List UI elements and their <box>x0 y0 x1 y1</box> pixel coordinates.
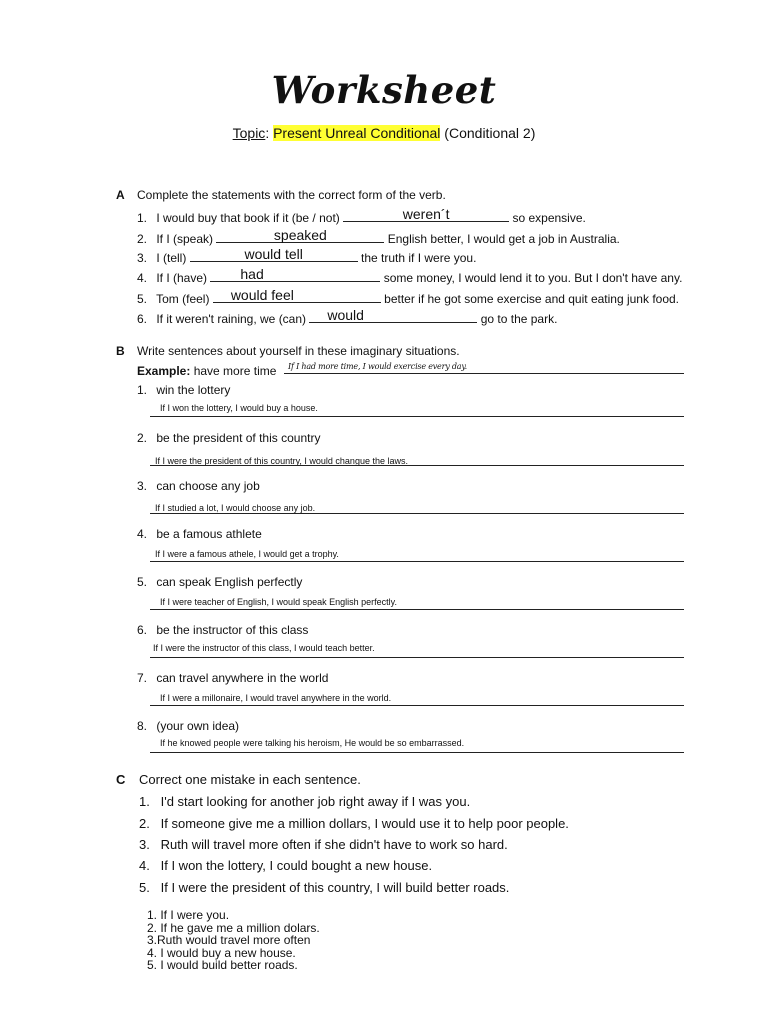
correction-answer-3: 3.Ruth would travel more often <box>147 933 311 947</box>
topic-label: Topic <box>232 125 266 141</box>
example-answer: If I had more time, I would exercise every day. <box>288 362 467 371</box>
answer-blank[interactable] <box>216 229 384 243</box>
example-label: Example: <box>137 364 191 378</box>
item-text-before: If I (have) <box>156 271 208 285</box>
answer-line <box>150 657 684 658</box>
section-b-letter: B <box>116 344 125 358</box>
section-b-answer-3[interactable]: If I studied a lot, I would choose any job. <box>155 503 316 513</box>
example-row <box>137 364 276 378</box>
answer-line <box>150 705 684 706</box>
answer-blank[interactable] <box>309 309 477 323</box>
section-b-answer-5[interactable]: If I were teacher of English, I would speak English perfectly. <box>160 597 397 607</box>
section-b-item-8 <box>137 719 239 733</box>
item-number: 5. <box>137 292 148 306</box>
example-prompt: have more time <box>193 364 277 378</box>
section-b-answer-7[interactable]: If I were a millonaire, I would travel anywhere in the world. <box>160 693 392 703</box>
correction-answer-2: 2. If he gave me a million dolars. <box>147 920 320 935</box>
item-number: 1. <box>137 211 148 225</box>
answer-blank[interactable] <box>343 208 509 222</box>
correction-answer-1: 1. If I were you. <box>147 908 230 922</box>
item-text-before: I (tell) <box>156 251 187 265</box>
item-number: 5. <box>139 880 150 895</box>
item-number: 1. <box>139 794 150 809</box>
answer-line <box>150 609 684 610</box>
section-b-item-4 <box>137 527 262 541</box>
item-prompt: can travel anywhere in the world <box>156 671 329 685</box>
answer-line <box>150 416 684 417</box>
section-b-item-6 <box>137 623 308 637</box>
topic-rest: (Conditional 2) <box>440 125 536 141</box>
answer-text: would <box>327 307 364 323</box>
answer-line <box>150 513 684 514</box>
section-c-item-5 <box>139 880 509 895</box>
section-b-instruction: Write sentences about yourself in these imaginary situations. <box>137 344 460 358</box>
item-text-before: If I (speak) <box>156 232 214 246</box>
item-number: 2. <box>137 232 148 246</box>
item-text-before: Tom (feel) <box>156 292 210 306</box>
answer-text: had <box>240 266 264 282</box>
section-c-item-4 <box>139 858 432 873</box>
item-text: Ruth will travel more often if she didn't have to work so hard. <box>160 837 508 852</box>
item-number: 4. <box>137 271 148 285</box>
section-a-item-2 <box>137 229 620 246</box>
worksheet-title: Worksheet <box>271 68 497 112</box>
answer-text: weren´t <box>402 206 450 222</box>
item-text-after: English better, I would get a job in Australia. <box>387 232 620 246</box>
item-prompt: can choose any job <box>156 479 260 493</box>
item-number: 3. <box>137 251 148 265</box>
item-text-after: better if he got some exercise and quit eating junk food. <box>384 292 680 306</box>
item-text: I'd start looking for another job right away if I was you. <box>160 794 471 809</box>
section-a-item-5 <box>137 289 679 306</box>
item-text-after: the truth if I were you. <box>361 251 477 265</box>
section-c-item-2 <box>139 816 569 831</box>
answer-line <box>150 752 684 753</box>
item-text: If I were the president of this country, I will build better roads. <box>160 880 510 895</box>
item-number: 4. <box>139 858 150 873</box>
item-number: 3. <box>139 837 150 852</box>
item-number: 3. <box>137 479 148 493</box>
section-b-answer-2[interactable]: If I were the president of this country, I would changue the laws. <box>155 456 408 466</box>
item-text-before: If it weren't raining, we (can) <box>156 312 307 326</box>
answer-text: would tell <box>244 246 303 262</box>
answer-line <box>150 561 684 562</box>
section-a-item-3 <box>137 248 476 265</box>
item-number: 2. <box>137 431 148 445</box>
section-c-letter: C <box>116 772 126 787</box>
item-prompt: (your own idea) <box>156 719 240 733</box>
topic-colon: : <box>265 125 274 141</box>
section-b-answer-1[interactable]: If I won the lottery, I would buy a house. <box>160 403 318 413</box>
item-number: 8. <box>137 719 148 733</box>
item-number: 4. <box>137 527 148 541</box>
item-number: 1. <box>137 383 148 397</box>
section-a-instruction: Complete the statements with the correct form of the verb. <box>137 188 446 202</box>
item-text: If someone give me a million dollars, I would use it to help poor people. <box>160 816 569 831</box>
section-b-item-1 <box>137 383 230 397</box>
item-number: 5. <box>137 575 148 589</box>
item-prompt: be the instructor of this class <box>156 623 309 637</box>
item-number: 7. <box>137 671 148 685</box>
item-prompt: can speak English perfectly <box>156 575 303 589</box>
section-c-item-1 <box>139 794 470 809</box>
item-text-after: go to the park. <box>480 312 558 326</box>
section-b-item-5 <box>137 575 302 589</box>
section-b-answer-6[interactable]: If I were the instructor of this class, I would teach better. <box>153 643 375 653</box>
answer-text: speaked <box>273 227 327 243</box>
answer-blank[interactable] <box>210 268 380 282</box>
section-a-item-4 <box>137 268 682 285</box>
item-text-after: some money, I would lend it to you. But I don't have any. <box>383 271 683 285</box>
example-answer-line <box>284 373 684 374</box>
answer-text: would feel <box>230 287 294 303</box>
item-prompt: win the lottery <box>156 383 231 397</box>
section-b-item-7 <box>137 671 328 685</box>
answer-blank[interactable] <box>213 289 381 303</box>
section-a-item-6 <box>137 309 557 326</box>
answer-blank[interactable] <box>190 248 358 262</box>
item-prompt: be a famous athlete <box>156 527 262 541</box>
item-number: 6. <box>137 623 148 637</box>
correction-answer-5: 5. I would build better roads. <box>147 958 298 972</box>
item-number: 2. <box>139 816 150 831</box>
item-prompt: be the president of this country <box>156 431 321 445</box>
item-text-after: so expensive. <box>512 211 586 225</box>
topic-line <box>0 125 768 141</box>
item-text-before: I would buy that book if it (be / not) <box>156 211 340 225</box>
answer-line <box>150 465 684 466</box>
section-b-answer-4[interactable]: If I were a famous athele, I would get a trophy. <box>155 549 339 559</box>
topic-highlight: Present Unreal Conditional <box>273 125 441 141</box>
section-b-item-2 <box>137 431 320 445</box>
section-b-answer-8[interactable]: If he knowed people were talking his heroism, He would be so embarrassed. <box>160 738 465 748</box>
section-c-instruction: Correct one mistake in each sentence. <box>139 772 361 787</box>
section-b-item-3 <box>137 479 260 493</box>
item-number: 6. <box>137 312 148 326</box>
correction-answer-4: 4. I would buy a new house. <box>147 945 296 960</box>
section-a-item-1 <box>137 208 586 225</box>
item-text: If I won the lottery, I could bought a new house. <box>160 858 433 873</box>
section-c-answers[interactable] <box>147 909 320 972</box>
section-a-letter: A <box>116 188 125 202</box>
section-c-item-3 <box>139 837 508 852</box>
